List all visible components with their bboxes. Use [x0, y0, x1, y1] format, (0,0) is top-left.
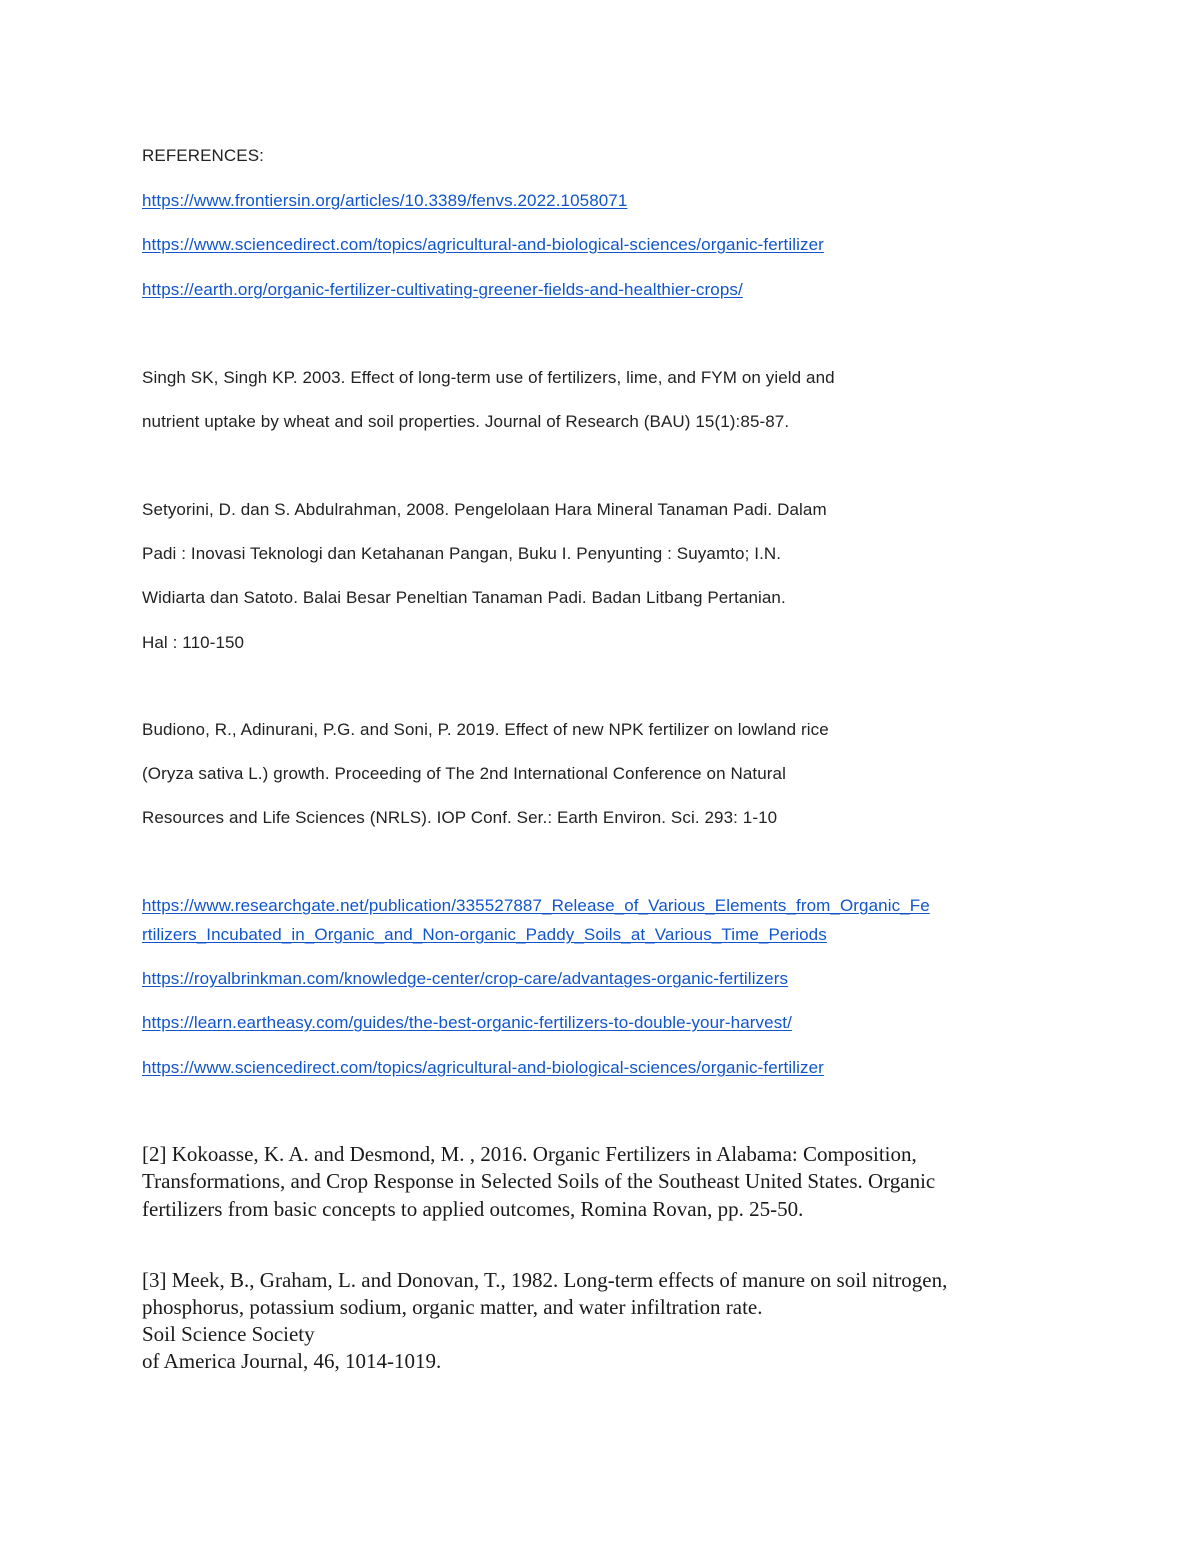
ref-kokoasse-line-3: fertilizers from basic concepts to applied outcomes, Romina Rovan, pp. 25-50. — [142, 1197, 804, 1221]
link-earth-org[interactable]: https://earth.org/organic-fertilizer-cultivating-greener-fields-and-healthier-crops/ — [142, 280, 743, 299]
ref-budiono-line-3: Resources and Life Sciences (NRLS). IOP Conf. Ser.: Earth Environ. Sci. 293: 1-10 — [142, 808, 778, 827]
link-researchgate-part-1[interactable]: https://www.researchgate.net/publication/335527887_Release_of_Various_Elements_from_Organic_Fe — [142, 896, 930, 915]
link-frontiersin[interactable]: https://www.frontiersin.org/articles/10.3389/fenvs.2022.1058071 — [142, 191, 628, 210]
link-sciencedirect-1[interactable]: https://www.sciencedirect.com/topics/agricultural-and-biological-sciences/organic-fertilizer — [142, 235, 824, 254]
link-sciencedirect-2[interactable]: https://www.sciencedirect.com/topics/agricultural-and-biological-sciences/organic-fertilizer — [142, 1058, 824, 1077]
ref-kokoasse-line-1: [2] Kokoasse, K. A. and Desmond, M. , 2016. Organic Fertilizers in Alabama: Composition, — [142, 1142, 917, 1166]
link-royalbrinkman[interactable]: https://royalbrinkman.com/knowledge-center/crop-care/advantages-organic-fertilizers — [142, 969, 789, 988]
ref-kokoasse-line-2: Transformations, and Crop Response in Selected Soils of the Southeast United States. Organic — [142, 1169, 936, 1193]
ref-budiono-line-2: (Oryza sativa L.) growth. Proceeding of The 2nd International Conference on Natural — [142, 764, 786, 783]
ref-setyorini-line-4: Hal : 110-150 — [142, 633, 245, 652]
ref-setyorini-line-1: Setyorini, D. dan S. Abdulrahman, 2008. Pengelolaan Hara Mineral Tanaman Padi. Dalam — [142, 500, 827, 519]
link-researchgate-part-2[interactable]: rtilizers_Incubated_in_Organic_and_Non-organic_Paddy_Soils_at_Various_Time_Periods — [142, 925, 827, 944]
ref-setyorini-line-3: Widiarta dan Satoto. Balai Besar Peneltian Tanaman Padi. Badan Litbang Pertanian. — [142, 588, 786, 607]
ref-budiono-line-1: Budiono, R., Adinurani, P.G. and Soni, P. 2019. Effect of new NPK fertilizer on lowland rice — [142, 720, 829, 739]
ref-meek-line-4: of America Journal, 46, 1014-1019. — [142, 1349, 442, 1373]
link-eartheasy[interactable]: https://learn.eartheasy.com/guides/the-best-organic-fertilizers-to-double-your-harvest/ — [142, 1013, 792, 1032]
ref-meek-line-2: phosphorus, potassium sodium, organic matter, and water infiltration rate. — [142, 1295, 763, 1319]
ref-meek-line-3: Soil Science Society — [142, 1322, 315, 1346]
ref-singh-line-1: Singh SK, Singh KP. 2003. Effect of long-term use of fertilizers, lime, and FYM on yield and — [142, 368, 835, 387]
ref-singh-line-2: nutrient uptake by wheat and soil properties. Journal of Research (BAU) 15(1):85-87. — [142, 412, 790, 431]
references-heading: REFERENCES: — [142, 146, 265, 165]
ref-meek-line-1: [3] Meek, B., Graham, L. and Donovan, T., 1982. Long-term effects of manure on soil nitrogen, — [142, 1268, 948, 1292]
ref-setyorini-line-2: Padi : Inovasi Teknologi dan Ketahanan Pangan, Buku I. Penyunting : Suyamto; I.N. — [142, 544, 782, 563]
